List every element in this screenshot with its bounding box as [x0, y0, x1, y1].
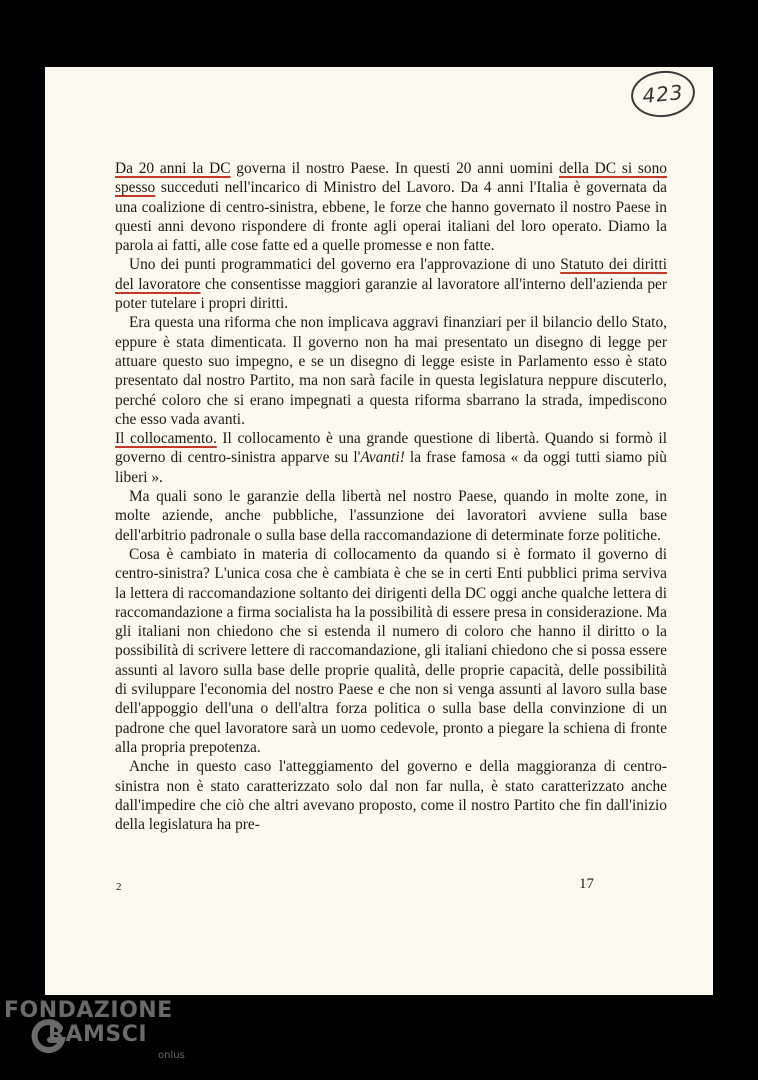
- text-segment: Era questa una riforma che non implicava aggravi finanziari per il bilancio dello Stato, eppure è stata dimenticata. Il governo non ha mai presentato un disegno di legge per attuare questo suo impegno, e se un disegno di legge esiste in Parlamento esso è stato presentato dal nostro Partito, ma non sarà facile in questa legislatura neppure discuterlo, perché coloro che si erano impegnati a questa riforma sbarrano la strada, impediscono che esso vada avanti.: [115, 314, 667, 428]
- archive-number-annotation: 423: [629, 68, 697, 120]
- signature-mark: 2: [116, 881, 122, 893]
- paragraph: [115, 159, 667, 255]
- underlined-text: della DC si sono spesso: [115, 160, 667, 197]
- text-segment: Anche in questo caso l'atteggiamento del governo e della maggioranza di centro-sinistra non è stato caratterizzato solo dal non far nulla, è stato caratterizzato anche dall'impedire che ciò che altri avevano proposto, come il nostro Partito che fin dall'inizio della legislatura ha pre-: [115, 758, 667, 834]
- text-segment: la frase famosa « da oggi tutti siamo più liberi ».: [115, 449, 667, 486]
- watermark-line1: FONDAZIONE: [4, 998, 173, 1023]
- document-page: [45, 67, 713, 995]
- paragraph: [115, 487, 667, 545]
- text-segment: Avanti!: [360, 449, 405, 467]
- paragraph: [115, 313, 667, 429]
- page-number: 17: [579, 876, 594, 892]
- text-segment: Cosa è cambiato in materia di collocamento da quando si è formato il governo di centro-sinistra? L'unica cosa che è cambiata è che se in certi Enti pubblici prima serviva la lettera di raccomandazione soltanto dei dirigenti della DC oggi anche qualche lettera di raccomandazione a firma socialista ha la possibilità di essere presa in considerazione. Ma gli italiani non chiedono che si estenda il numero di coloro che hanno il diritto o la possibilità di scrivere lettere di raccomandazione, gli italiani chiedono che si possa essere assunti al lavoro sulla base delle proprie qualità, delle proprie capacità, delle possibilità di sviluppare l'economia del nostro Paese e che non si venga assunti al lavoro sulla base dell'appoggio dell'una o dell'altra forza politica o sulla base della convinzione di un padrone che quel lavoratore sarà un uomo cedevole, pronto a piegare la schiena di fronte alla propria prepotenza.: [115, 545, 667, 756]
- text-segment: governa il nostro Paese. In questi 20 anni uomini: [230, 160, 559, 177]
- text-segment: succeduti nell'incarico di Ministro del Lavoro. Da 4 anni l'Italia è governata da una coalizione di centro-sinistra, ebbene, le forze che hanno governato il nostro Paese in questi anni devono rispondere di fronte agli operai italiani del loro operato. Diamo la parola ai fatti, alle cose fatte ed a quelle promesse e non fatte.: [115, 179, 667, 255]
- text-segment: Uno dei punti programmatici del governo era l'approvazione di uno: [129, 256, 561, 274]
- paragraph: [115, 429, 667, 487]
- watermark-line2: RAMSCI: [48, 1022, 148, 1047]
- text-segment: Il collocamento è una grande questione di libertà. Quando si formò il governo di centro-sinistra apparve su l': [115, 430, 667, 467]
- body-text: [115, 159, 667, 834]
- underlined-text: Da 20 anni la DC: [115, 160, 231, 177]
- paragraph: [115, 545, 667, 757]
- underlined-text: Il collocamento.: [115, 430, 217, 448]
- fondazione-gramsci-watermark: [4, 998, 204, 1078]
- text-segment: Ma quali sono le garanzie della libertà nel nostro Paese, quando in molte zone, in molte aziende, anche pubbliche, l'assunzione dei lavoratori avviene sulla base dell'arbitrio padronale o sulla base della raccomandazione di determinate forze politiche.: [115, 488, 667, 544]
- watermark-suffix: onlus: [158, 1050, 185, 1061]
- paragraph: [115, 757, 667, 834]
- paragraph: [115, 255, 667, 313]
- text-segment: che consentisse maggiori garanzie al lavoratore all'interno dell'azienda per poter tutelare i propri diritti.: [115, 275, 667, 313]
- underlined-text: Statuto dei diritti del lavoratore: [115, 256, 667, 293]
